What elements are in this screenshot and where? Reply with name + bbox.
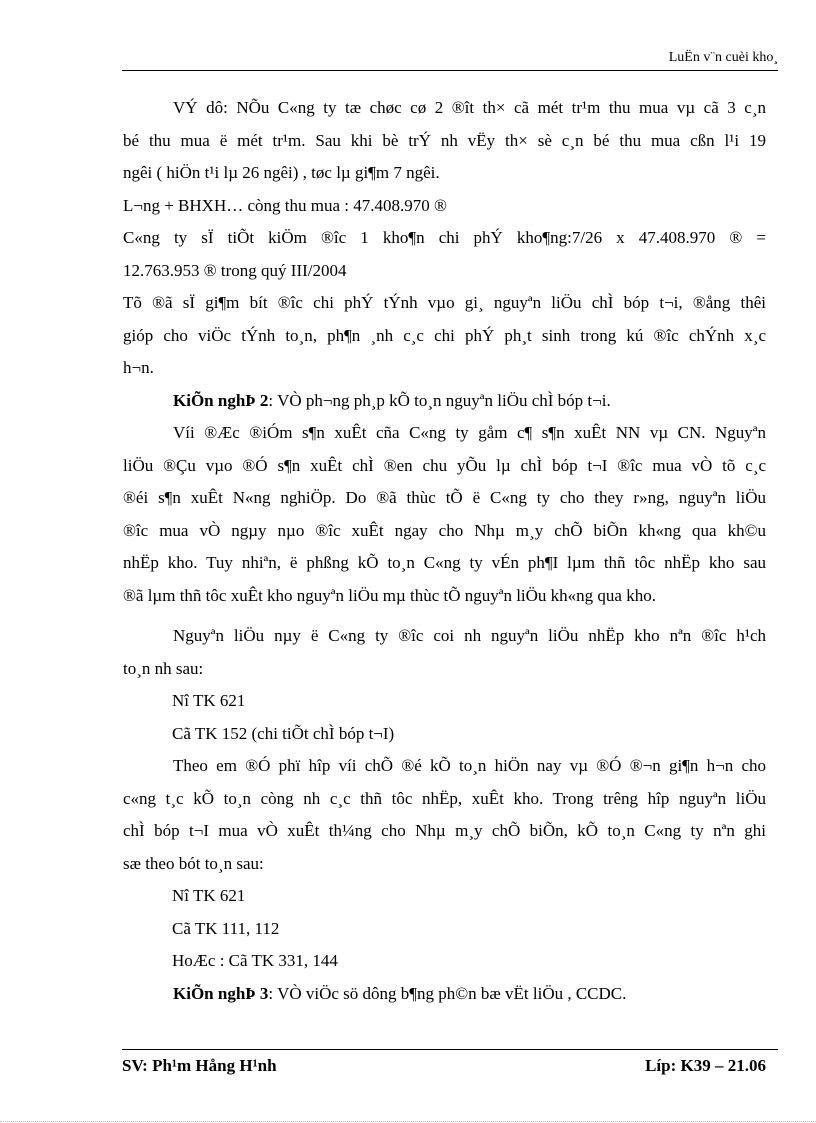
recommendation-3-text: : VÒ viÖc sö dông b¶ng ph©n bæ vËt liÖu , CCDC. <box>268 983 627 1003</box>
body-line: liÖu ®Çu vµo ®Ó s¶n xuÊt chÌ ®en chu yÕu lµ chÌ bóp t¬I ®îc mua vÒ tõ c¸c <box>123 455 766 475</box>
body-line: C«ng ty sÏ tiÕt kiÖm ®îc 1 kho¶n chi phÝ kho¶ng:7/26 x 47.408.970 ® = <box>123 228 766 247</box>
body-line: Nguyªn liÖu nµy ë C«ng ty ®îc coi nh nguyªn liÖu nhËp kho nªn ®îc h¹ch <box>173 626 766 645</box>
journal-entry-line: Nî TK 621 <box>172 886 246 905</box>
body-line: to¸n nh sau: <box>123 658 204 678</box>
body-line: Víi ®Æc ®iÓm s¶n xuÊt cña C«ng ty gåm c¶ s¶n xuÊt NN vµ CN. Nguyªn <box>173 423 766 442</box>
body-line: Theo em ®Ó phï hîp víi chÕ ®é kÕ to¸n hiÖn nay vµ ®Ó ®¬n gi¶n h¬n cho <box>173 756 766 775</box>
body-line: chÌ bóp t¬I mua vÒ xuÊt th¼ng cho Nhµ m¸y chÕ biÕn, kÕ to¸n C«ng ty nªn ghi <box>123 821 766 840</box>
journal-entry-line: HoÆc : Cã TK 331, 144 <box>172 951 338 970</box>
recommendation-2-text: : VÒ ph¬ng ph¸p kÕ to¸n nguyªn liÖu chÌ bóp t¬i. <box>268 390 611 410</box>
journal-entry-line: Cã TK 152 (chi tiÕt chÌ bóp t¬I) <box>172 723 395 743</box>
body-line: bé thu mua ë mét tr¹m. Sau khi bè trÝ nh vËy th× sè c¸n bé thu mua cßn l¹i 19 <box>123 130 766 150</box>
page-edge <box>0 1121 816 1122</box>
body-line: ®îc mua vÒ ngµy nµo ®îc xuÊt ngay cho Nhµ m¸y chÕ biÕn kh«ng qua kh©u <box>123 520 766 540</box>
body-line: c«ng t¸c kÕ to¸n còng nh c¸c thñ tôc nhËp, xuÊt kho. Trong trêng hîp nguyªn liÖu <box>123 788 766 808</box>
footer-student: SV: Ph¹m Hång H¹nh <box>122 1056 277 1075</box>
body-line: ngêi ( hiÖn t¹i lµ 26 ngêi) , tøc lµ gi¶m 7 ngêi. <box>123 163 440 182</box>
footer-class: Líp: K39 – 21.06 <box>645 1056 766 1075</box>
body-line: ®éi s¶n xuÊt N«ng nghiÖp. Do ®ã thùc tÕ ë C«ng ty cho they r»ng, nguyªn liÖu <box>123 488 766 507</box>
recommendation-3 <box>123 978 766 1011</box>
body-line: Tõ ®ã sÏ gi¶m bít ®îc chi phÝ tÝnh vµo gi¸ nguyªn liÖu chÌ bóp t¬i, ®ång thêi <box>123 293 766 312</box>
body-line: gióp cho viÖc tÝnh to¸n, ph¶n ¸nh c¸c chi phÝ ph¸t sinh trong kú ®îc chÝnh x¸c <box>123 325 766 345</box>
body-line: 12.763.953 ® trong quý III/2004 <box>123 260 347 280</box>
recommendation-3-label: KiÕn nghÞ 3 <box>173 983 269 1003</box>
body-line: nhËp kho. Tuy nhiªn, ë phßng kÕ to¸n C«ng ty vÉn ph¶I lµm thñ tôc nhËp kho sau <box>123 553 766 572</box>
footer-divider <box>122 1049 778 1050</box>
recommendation-2-label: KiÕn nghÞ 2 <box>173 390 269 410</box>
journal-entry-line: Cã TK 111, 112 <box>172 918 280 938</box>
body-line: ®ã lµm thñ tôc xuÊt kho nguyªn liÖu mµ thùc tÕ nguyªn liÖu kh«ng qua kho. <box>123 585 656 605</box>
journal-entry-line: Nî TK 621 <box>172 691 246 710</box>
body-line: h¬n. <box>123 358 154 377</box>
header-divider <box>122 70 778 71</box>
body-line: sæ theo bót to¸n sau: <box>123 853 264 873</box>
body-line: L¬ng + BHXH… còng thu mua : 47.408.970 ® <box>123 195 447 215</box>
recommendation-2 <box>123 385 766 418</box>
header-title: LuËn v¨n cuèi kho¸ <box>668 50 778 65</box>
document-body <box>123 92 766 1010</box>
body-line: VÝ dô: NÕu C«ng ty tæ chøc cø 2 ®ît th× cã mét tr¹m thu mua vµ cã 3 c¸n <box>173 98 766 117</box>
